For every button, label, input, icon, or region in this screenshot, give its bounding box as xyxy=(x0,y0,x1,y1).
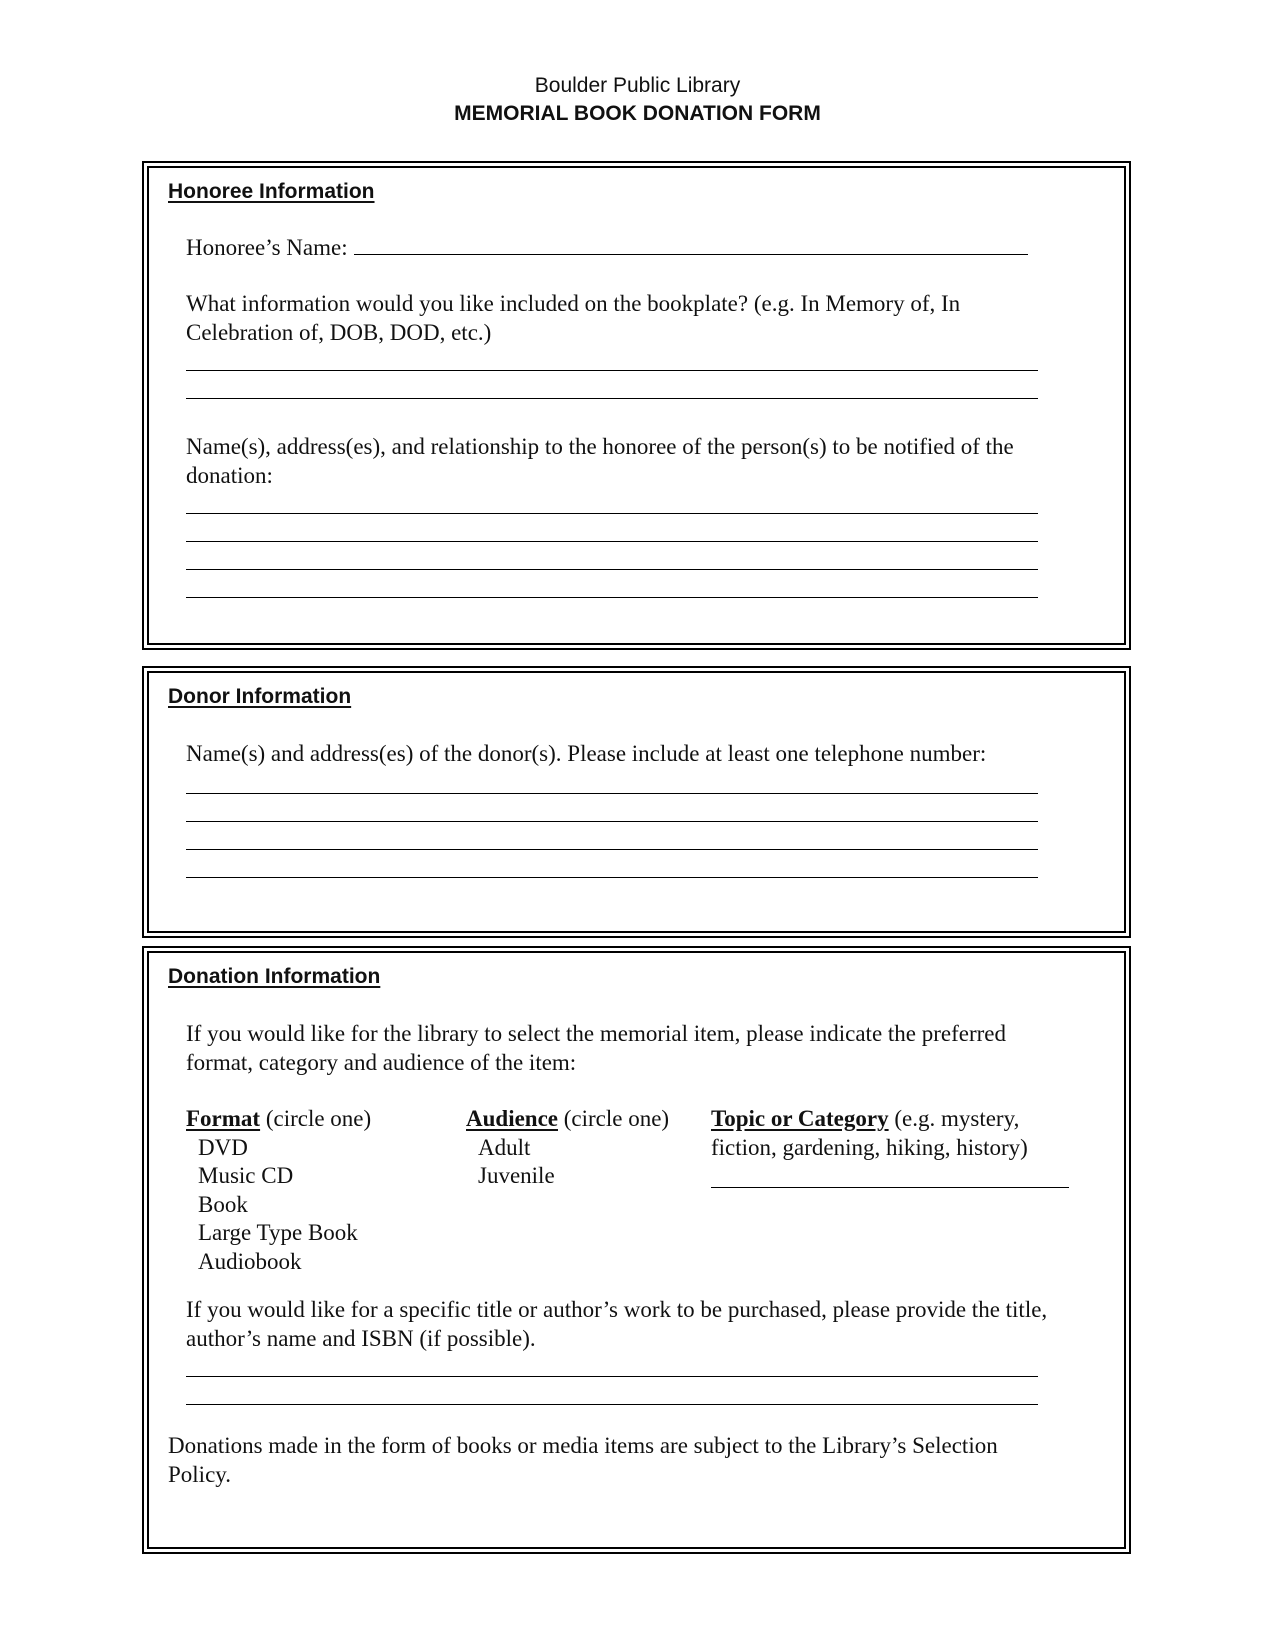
specific-request: If you would like for a specific title or author’s work to be purchased, please provide the title, author’s name and ISBN (if possible). xyxy=(186,1297,1048,1351)
donor-section xyxy=(147,671,1126,933)
audience-heading-row xyxy=(466,1105,669,1134)
notify-line[interactable] xyxy=(186,541,1038,542)
format-option-book[interactable]: Book xyxy=(198,1191,248,1217)
format-heading: Format xyxy=(186,1106,261,1131)
library-name: Boulder Public Library xyxy=(534,74,741,97)
honoree-section xyxy=(147,166,1126,645)
audience-circle-note: (circle one) xyxy=(558,1106,670,1131)
format-column xyxy=(186,1105,371,1276)
topic-heading-row xyxy=(711,1105,1028,1134)
donor-line[interactable] xyxy=(186,849,1038,850)
audience-option-juvenile[interactable]: Juvenile xyxy=(478,1163,555,1188)
notify-line[interactable] xyxy=(186,597,1038,598)
donor-line[interactable] xyxy=(186,793,1038,794)
form-title: MEMORIAL BOOK DONATION FORM xyxy=(454,102,821,125)
format-option-dvd[interactable]: DVD xyxy=(198,1134,248,1160)
notify-question: Name(s), address(es), and relationship to the honoree of the person(s) to be notified of the donation: xyxy=(186,434,1014,488)
topic-column xyxy=(711,1105,1028,1162)
donor-section-title: Donor Information xyxy=(168,685,352,708)
bookplate-question: What information would you like included on the bookplate? (e.g. In Memory of, In Celebration of, DOB, DOD, etc.) xyxy=(186,291,961,345)
donation-section-title: Donation Information xyxy=(168,965,381,988)
topic-example-note: (e.g. mystery, xyxy=(888,1106,1020,1131)
format-option-large-type-book[interactable]: Large Type Book xyxy=(198,1220,358,1245)
audience-column xyxy=(466,1105,669,1191)
topic-field[interactable] xyxy=(711,1187,1069,1188)
honoree-section-title: Honoree Information xyxy=(168,180,375,203)
donor-question: Name(s) and address(es) of the donor(s). Please include at least one telephone number: xyxy=(186,741,987,766)
topic-example-line2: fiction, gardening, hiking, history) xyxy=(711,1134,1028,1160)
honoree-name-row xyxy=(186,233,1028,262)
format-heading-row xyxy=(186,1105,371,1134)
donor-line[interactable] xyxy=(186,877,1038,878)
honoree-name-field[interactable] xyxy=(354,234,1028,255)
donor-line[interactable] xyxy=(186,821,1038,822)
honoree-name-label: Honoree’s Name: xyxy=(186,235,348,260)
donation-section xyxy=(147,951,1126,1549)
specific-request-line[interactable] xyxy=(186,1404,1038,1405)
format-option-music-cd[interactable]: Music CD xyxy=(198,1163,294,1188)
format-circle-note: (circle one) xyxy=(260,1106,372,1131)
audience-heading: Audience xyxy=(466,1106,558,1131)
notify-line[interactable] xyxy=(186,513,1038,514)
select-intro: If you would like for the library to select the memorial item, please indicate the preferred format, category and audience of the item: xyxy=(186,1021,1007,1075)
format-option-audiobook[interactable]: Audiobook xyxy=(198,1248,302,1274)
audience-option-adult[interactable]: Adult xyxy=(478,1134,531,1160)
bookplate-line[interactable] xyxy=(186,398,1038,399)
notify-line[interactable] xyxy=(186,569,1038,570)
topic-heading: Topic or Category xyxy=(711,1106,889,1131)
specific-request-line[interactable] xyxy=(186,1376,1038,1377)
bookplate-line[interactable] xyxy=(186,370,1038,371)
policy-note: Donations made in the form of books or media items are subject to the Library’s Selection Policy. xyxy=(168,1433,998,1487)
